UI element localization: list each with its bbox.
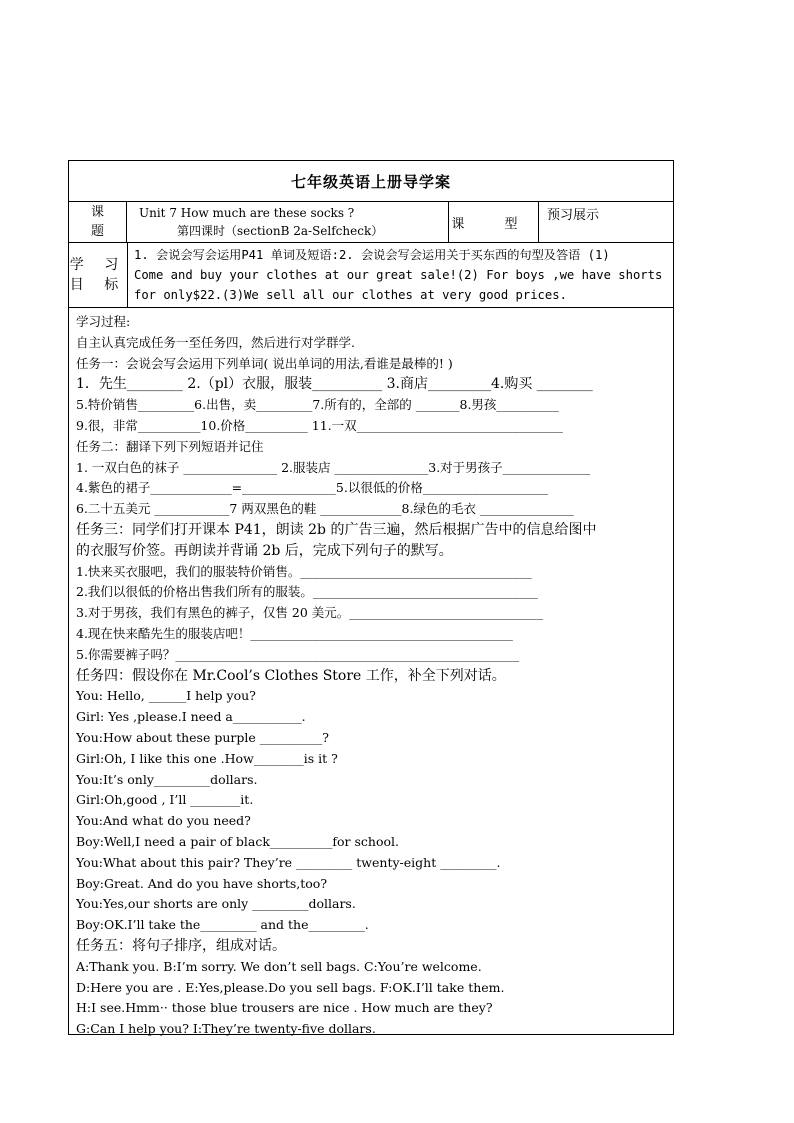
dialogue-line: You:How about these purple __________? [76,729,329,745]
topic-row [69,202,673,243]
topic-line-2: 第四课时（sectionB 2a-Selfcheck） [177,224,384,238]
type-value: 预习展示 [547,208,600,223]
body-line: 9.很，非常__________10.价格__________ 11.一双_________________________________ [76,417,563,433]
sentence-option: A:Thank you. B:I’m sorry. We don’t sell bags. C:You’re welcome. [76,958,482,974]
dialogue-line: You:What about this pair? They’re _________ twenty-eight _________. [76,854,501,870]
goal-label-2: 目 标 [69,277,127,293]
topic-label [69,202,127,242]
body-line: 自主认真完成任务一至任务四，然后进行对学群学. [76,334,355,350]
task-heading: 任务四：假设你在 Mr.Cool’s Clothes Store 工作，补全下列对话。 [76,667,506,684]
topic-line-1: Unit 7 How much are these socks ? [139,206,355,220]
dialogue-line: You:It’s only_________dollars. [76,771,258,787]
task-heading: 任务一：会说会写会运用下列单词( 说出单词的用法,看谁是最棒的! ) [76,355,453,371]
learning-process [69,308,673,1040]
dialogue-line: Boy:Well,I need a pair of black__________for school. [76,833,399,849]
task-heading: 任务二：翻译下列下列短语并记住 [76,438,264,454]
dialogue-line: Girl:Oh, I like this one .How________is it ? [76,750,338,766]
body-line: 1．先生________ 2.（pl）衣服，服装__________ 3.商店_________4.购买 ________ [76,376,593,393]
goal-label [69,243,128,307]
body-line: 5.你需要裤子吗？_______________________________________________________ [76,646,520,662]
dialogue-line: You: Hello, ______I help you? [76,688,256,704]
topic-cell [127,202,449,242]
dialogue-line: Girl:Oh,good , I’ll ________it. [76,792,254,808]
type-label: 课 型 [449,202,539,242]
sentence-option: G:Can I help you? I:They’re twenty-five dollars. [76,1021,376,1037]
body-line: 1.快来买衣服吧，我们的服装特价销售。_____________________________________ [76,563,532,579]
body-line: 2.我们以很低的价格出售我们所有的服装。____________________________________ [76,584,538,600]
dialogue-line: Boy:Great. And do you have shorts,too? [76,875,328,891]
goal-label-1: 学 习 [69,257,127,273]
worksheet-title: 七年级英语上册导学案 [69,161,673,202]
sentence-option: H:I see.Hmm·· those blue trousers are nice . How much are they? [76,1000,493,1016]
body-line: 学习过程: [76,314,131,329]
sentence-option: D:Here you are . E:Yes,please.Do you sell bags. F:OK.I’ll take them. [76,979,505,995]
goal-row [69,243,673,308]
goal-text [128,243,673,307]
body-line: 1. 一双白色的袜子 _______________ 2.服装店 _______________3.对于男孩子______________ [76,459,591,475]
goal-line: 1. 会说会写会运用P41 单词及短语:2. 会说会写会运用关于买东西的句型及答语 (1) [134,248,610,262]
dialogue-line: Girl: Yes ,please.I need a___________. [76,709,306,725]
topic-label-1: 课 [90,205,104,220]
body-line: 4.紫色的裙子_____________=_______________5.以很低的价格____________________ [76,480,548,496]
dialogue-line: Boy:OK.I’ll take the_________ and the_________. [76,917,369,933]
worksheet-table [68,160,674,1035]
body-line: 的衣服写价签。再朗读并背诵 2b 后，完成下列句子的默写。 [76,542,453,559]
task-heading: 任务三：同学们打开课本 P41，朗读 2b 的广告三遍，然后根据广告中的信息给图中 [76,521,597,538]
dialogue-line: You:Yes,our shorts are only _________dollars. [76,896,356,912]
topic-label-2: 题 [90,224,104,239]
task-heading: 任务五：将句子排序，组成对话。 [76,937,286,954]
body-line: 4.现在快来酷先生的服装店吧！__________________________________________ [76,625,513,641]
body-line: 3.对于男孩，我们有黑色的裤子，仅售 20 美元。_______________________________ [76,605,544,621]
body-line: 5.特价销售_________6.出售，卖_________7.所有的，全部的 _______8.男孩__________ [76,397,559,413]
body-line: 6.二十五美元 ____________7 两双黑色的鞋 _____________8.绿色的毛衣 _______________ [76,501,574,517]
goal-line: for only$22.(3)We sell all our clothes at very good prices. [134,288,567,302]
goal-line: Come and buy your clothes at our great sale!(2) For boys ,we have shorts [134,268,663,282]
dialogue-line: You:And what do you need? [76,813,251,829]
